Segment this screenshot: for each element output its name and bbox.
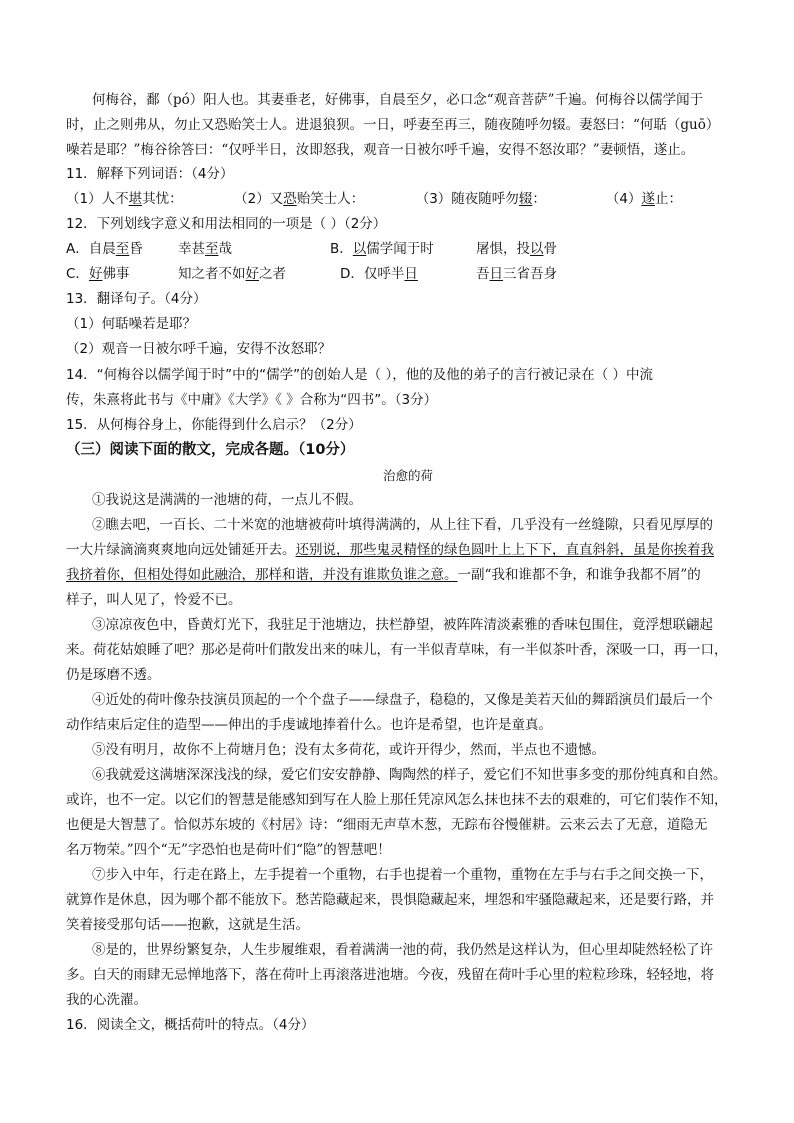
essay-paragraph-4: 动作结束后定住的造型——伸出的手虔诚地捧着什么。也许是希望，也许是童真。 bbox=[66, 717, 552, 733]
q13-sentence-2: （2）观音一日被尔呼千遍，安得不汝怒耶？ bbox=[66, 341, 332, 357]
essay-paragraph-5: ⑤没有明月，故你不上荷塘月色；没有太多荷花，或许开得少，然而，半点也不遗憾。 bbox=[92, 742, 605, 758]
q12-option-c2: 知之者不如好之者 bbox=[178, 266, 286, 282]
essay-paragraph-2: 我挤着你，但相处得如此融洽，那样和谐，并没有谁欺负谁之意。一副“我和谁都不争，和谁争我都不屑”的 bbox=[66, 567, 701, 583]
essay-paragraph-8: ⑧是的，世界纷繁复杂，人生步履维艰，看着满满一池的荷，我仍然是这样认为，但心里却陡然轻松了许 bbox=[92, 942, 713, 958]
essay-paragraph-3: ③凉凉夜色中，昏黄灯光下，我驻足于池塘边，扶栏静望，被阵阵清淡素雅的香味包围住，竟浮想联翩起 bbox=[92, 617, 713, 633]
essay-paragraph-6: 名万物荣。”四个“无”字恐怕也是荷叶们“隐”的智慧吧！ bbox=[66, 842, 391, 858]
passage-line: 何梅谷，鄱（pó）阳人也。其妻垂老，好佛事，自晨至夕，必口念“观音菩萨”千遍。何梅谷以儒学闻于 bbox=[92, 92, 704, 108]
q11-item-2: （2）又恐贻笑士人： bbox=[234, 191, 365, 207]
essay-paragraph-7: 就算作是休息，因为哪个都不能放下。愁苦隐藏起来，畏惧隐藏起来，埋怨和牢骚隐藏起来，还是要行路，并 bbox=[66, 892, 714, 908]
q12-option-a1: A．自晨至昏 bbox=[66, 241, 143, 257]
question-14-line-1: 14．“何梅谷以儒学闻于时”中的“儒学”的创始人是（ ），他的及他的弟子的言行被记录在（ ）中流 bbox=[66, 367, 653, 383]
q11-item-3: （3）随夜随呼勿辍： bbox=[415, 191, 546, 207]
essay-paragraph-2: ②瞧去吧，一百长、二十米宽的池塘被荷叶填得满满的，从上往下看，几乎没有一丝缝隙，只看见厚厚的 bbox=[92, 517, 713, 533]
essay-paragraph-6: ⑥我就爱这满塘深深浅浅的绿，爱它们安安静静、陶陶然的样子，爱它们不知世事多变的那份纯真和自然。 bbox=[92, 767, 727, 783]
essay-paragraph-6: 或许，也不一定。以它们的智慧是能感知到写在人脸上那任凭凉风怎么抹也抹不去的艰难的，可它们装作不知， bbox=[66, 792, 728, 808]
q12-option-d1: D．仅呼半日 bbox=[340, 266, 418, 282]
essay-paragraph-8: 多。白天的雨肆无忌惮地落下，落在荷叶上再滚落进池塘。今夜，残留在荷叶手心里的粒粒珍珠，轻轻地，将 bbox=[66, 967, 714, 983]
q12-option-c1: C．好佛事 bbox=[66, 266, 130, 282]
passage-line: 时，止之则弗从，勿止又恐贻笑士人。进退狼狈。一日，呼妻至再三，随夜随呼勿辍。妻怒曰：“何聒（guō） bbox=[66, 117, 720, 133]
essay-paragraph-2: 样子，叫人见了，怜爱不已。 bbox=[66, 592, 242, 608]
essay-title: 治愈的荷 bbox=[383, 468, 434, 483]
question-13-stem: 13．翻译句子。（4分） bbox=[66, 291, 207, 307]
essay-paragraph-4: ④近处的荷叶像杂技演员顶起的一个个盘子——绿盘子，稳稳的，又像是美若天仙的舞蹈演员们最后一个 bbox=[92, 692, 713, 708]
underlined-sentence: 还别说，那些鬼灵精怪的绿色圆叶上上下下，直直斜斜，虽是你挨着我 bbox=[295, 542, 714, 558]
q12-option-b2: 屠惧，投以骨 bbox=[476, 241, 557, 257]
question-11-items bbox=[66, 189, 682, 209]
q11-item-1: （1）人不堪其忧： bbox=[66, 191, 183, 207]
essay-paragraph-3: 来。荷花姑娘睡了吧？那必是荷叶们散发出来的味儿，有一半似青草味，有一半似茶叶香，深吸一口，再一口， bbox=[66, 642, 728, 658]
question-11-stem: 11．解释下列词语：（4分） bbox=[66, 166, 234, 182]
q11-item-4: （4）遂止： bbox=[605, 191, 682, 207]
question-12-stem: 12．下列划线字意义和用法相同的一项是（ ）（2分） bbox=[66, 216, 387, 232]
question-14-line-2: 传，朱熹将此书与《中庸》《大学》《 》合称为“四书”。（3分） bbox=[66, 392, 438, 408]
q12-option-d2: 吾日三省吾身 bbox=[476, 266, 557, 282]
q13-sentence-1: （1）何聒噪若是耶？ bbox=[66, 316, 197, 332]
essay-paragraph-7: 笑着接受那句话——抱歉，这就是生活。 bbox=[66, 917, 309, 933]
passage-line: 噪若是耶？”梅谷徐答曰：“仅呼半日，汝即怒我，观音一日被尔呼千遍，安得不怒汝耶？”妻顿悟，遂止。 bbox=[66, 142, 695, 158]
q12-option-b1: B．以儒学闻于时 bbox=[330, 241, 434, 257]
essay-paragraph-7: ⑦步入中年，行走在路上，左手提着一个重物，右手也提着一个重物，重物在左手与右手之间交换一下， bbox=[92, 867, 713, 883]
essay-paragraph-1: ①我说这是满满的一池塘的荷，一点儿不假。 bbox=[92, 492, 362, 508]
question-15-stem: 15．从何梅谷身上，你能得到什么启示？（2分） bbox=[66, 417, 362, 433]
question-16-stem: 16．阅读全文，概括荷叶的特点。（4分） bbox=[66, 1017, 315, 1033]
essay-paragraph-8: 我的心洗濯。 bbox=[66, 992, 147, 1008]
underlined-sentence: 我挤着你，但相处得如此融洽，那样和谐，并没有谁欺负谁之意。 bbox=[66, 567, 458, 583]
section-3-heading: （三）阅读下面的散文，完成各题。（10分） bbox=[66, 442, 355, 458]
essay-paragraph-2: 一大片绿滴滴爽爽地向远处铺延开去。还别说，那些鬼灵精怪的绿色圆叶上上下下，直直斜斜，虽是你挨着我 bbox=[66, 542, 714, 558]
essay-paragraph-6: 也便是大智慧了。恰似苏东坡的《村居》诗：“细雨无声草木葱，无踪布谷慢催耕。云来云去了无意，道隐无 bbox=[66, 817, 708, 833]
q12-option-a2: 幸甚至哉 bbox=[178, 241, 232, 257]
essay-paragraph-3: 仍是琢磨不透。 bbox=[66, 667, 161, 683]
